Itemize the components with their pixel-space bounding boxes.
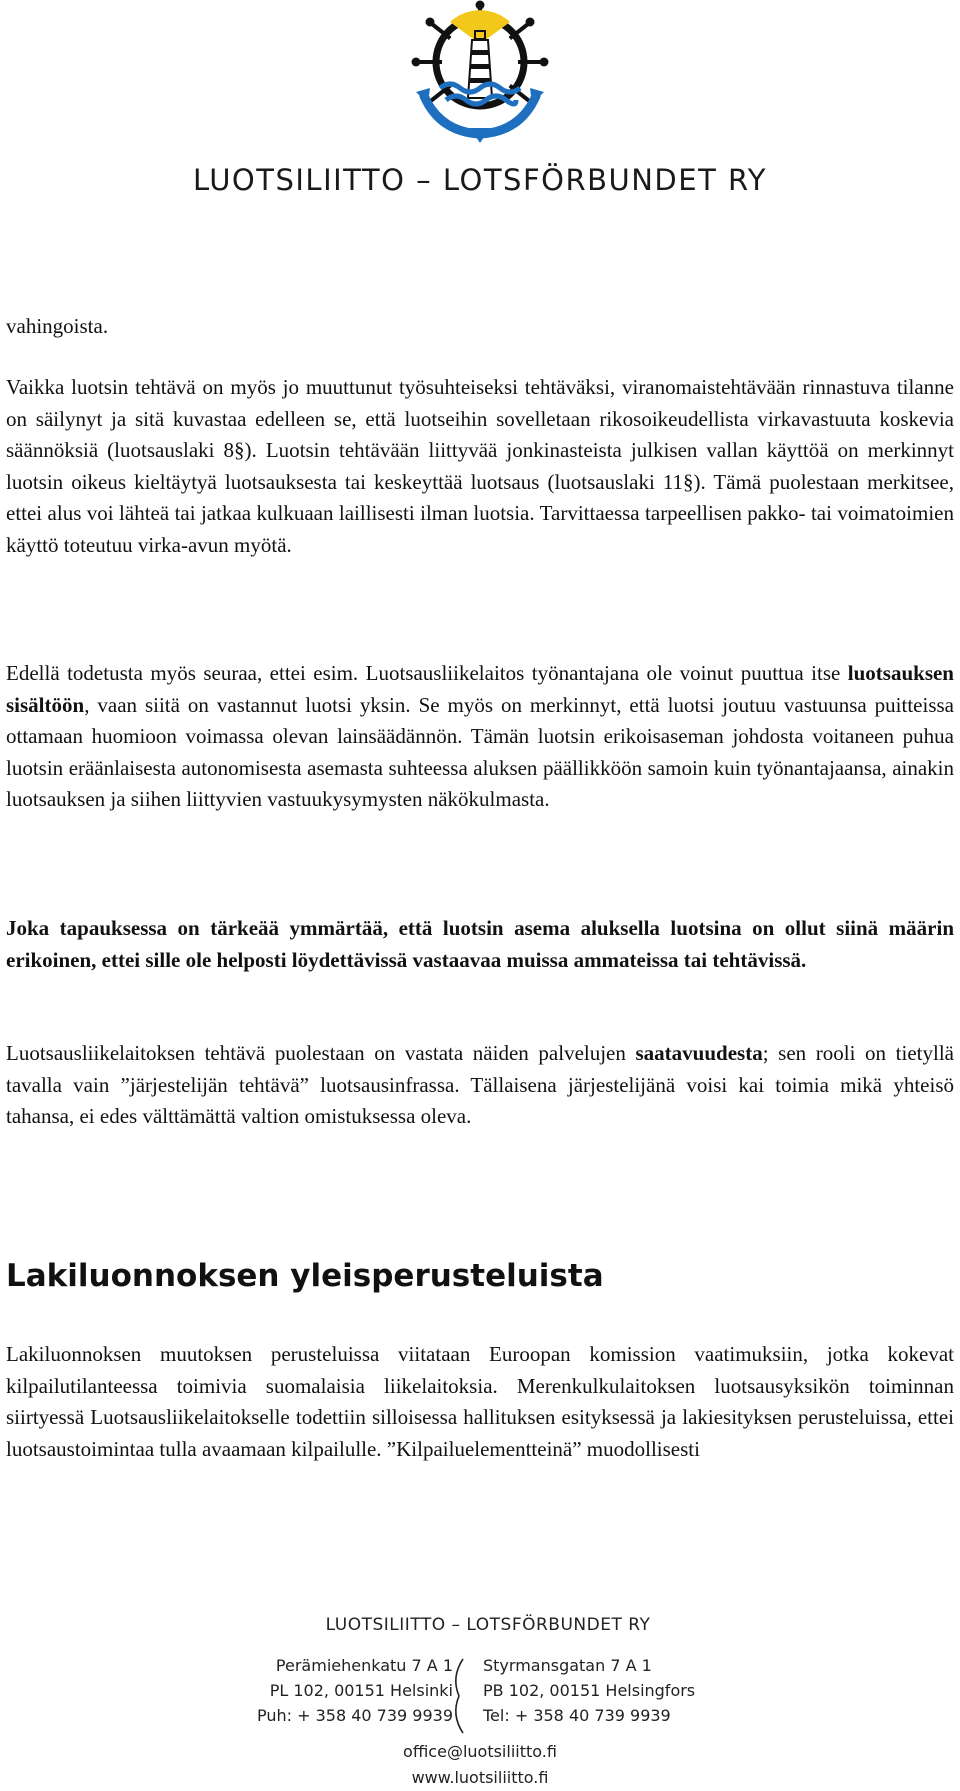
bracket-divider-icon — [447, 1657, 471, 1735]
address-phone-fi: Puh: + 358 40 739 9939 — [256, 1706, 453, 1725]
paragraph-vahingoista: vahingoista. — [6, 314, 109, 338]
address-postal-sv: PB 102, 00151 Helsingfors — [483, 1681, 696, 1700]
paragraph-yleisperustelut: Lakiluonnoksen muutoksen perusteluissa viitataan Euroopan komission vaatimuksiin, jotka kokevat kilpailutilanteessa toimivia suomalaisia liikelaitoksia. Merenkulkulaitoksen luotsausyksikön toiminnan siirtyessä Luotsausliikelaitokselle todettiin silloisessa hallituksen esityksessä ja lakiesityksen perusteluissa, ettei luotsaustoimintaa tulla avaamaan kilpailulle. ”Kilpailuelementteinä” muodollisesti — [6, 1342, 954, 1461]
footer-organization-name: LUOTSILIITTO – LOTSFÖRBUNDET RY — [325, 1615, 651, 1635]
luotsiliitto-logo-icon — [410, 0, 550, 145]
footer-address-finnish — [257, 1653, 453, 1728]
p3-text-start: Edellä todetusta myös seuraa, ettei esim. Luotsausliikelaitos työnantajana ole voinut puuttua itse — [6, 661, 848, 685]
p3-text-end: , vaan siitä on vastannut luotsi yksin. Se myös on merkinnyt, että luotsi joutuu vastuunsa puitteissa ottamaan huomioon voimassa olevan lainsäädännön. Tämän luotsin erikoisaseman johdosta voitaneen puhua luotsin eräänlaisesta autonomisesta asemasta suhteessa aluksen päällikköön samoin kuin työnantajaansa, ainakin luotsauksen ja siihen liittyvien vastuukysymysten näkökulmasta. — [6, 692, 954, 811]
email-link[interactable]: office@luotsiliitto.fi — [403, 1742, 557, 1761]
p3-bold-phrase: luotsauksen sisältöön — [6, 661, 954, 717]
address-postal-fi: PL 102, 00151 Helsinki — [269, 1681, 453, 1700]
footer-contact — [0, 1739, 960, 1791]
footer-address-swedish — [483, 1653, 695, 1728]
organization-title: LUOTSILIITTO – LOTSFÖRBUNDET RY — [192, 163, 768, 197]
footer — [0, 1615, 960, 1787]
paragraph-bold-emphasis: Joka tapauksessa on tärkeää ymmärtää, että luotsin asema aluksella luotsina on ollut siinä määrin erikoinen, ettei sille ole helposti löydettävissä vastaavaa muissa ammateissa tai tehtävissä. — [6, 916, 954, 972]
address-phone-sv: Tel: + 358 40 739 9939 — [483, 1706, 671, 1725]
p5-bold-word: saatavuudesta — [635, 1041, 763, 1065]
paragraph-edella-todetusta — [6, 658, 954, 816]
address-street-fi: Perämiehenkatu 7 A 1 — [275, 1656, 453, 1675]
p5-text-end: ; sen rooli on tietyllä tavalla vain ”järjestelijän tehtävä” luotsausinfrassa. Tällaisena järjestelijänä voisi kai toimia mikä yhteisö tahansa, ei edes välttämättä valtion omistuksessa oleva. — [6, 1041, 954, 1128]
paragraph-liikelaitoksen-tehtava — [6, 1038, 954, 1133]
p5-text-start: Luotsausliikelaitoksen tehtävä puolestaan on vastata näiden palvelujen — [6, 1041, 636, 1065]
address-street-sv: Styrmansgatan 7 A 1 — [483, 1656, 652, 1675]
section-heading: Lakiluonnoksen yleisperusteluista — [6, 1258, 604, 1294]
website-link[interactable]: www.luotsiliitto.fi — [411, 1768, 549, 1787]
paragraph-luotsin-tehtava: Vaikka luotsin tehtävä on myös jo muuttunut työsuhteiseksi tehtäväksi, viranomaistehtävään rinnastuva tilanne on säilynyt ja sitä kuvastaa edelleen se, että luotseihin sovelletaan rikosoikeudellista virkavastuuta koskevia säännöksiä (luotsauslaki 8§). Luotsin tehtävään liittyvää jonkinasteista julkisen vallan käyttöä on merkinnyt luotsin oikeus kieltäytyä luotsauksesta tai keskeyttää luotsaus (luotsauslaki 11§). Tämä puolestaan merkitsee, ettei alus voi lähteä tai jatkaa kulkuaan laillisesti ilman luotsia. Tarvittaessa tarpeellisen pakko- tai voimatoimien käyttö toteutuu virka-avun myötä. — [6, 375, 954, 557]
footer-addresses — [0, 1653, 960, 1753]
